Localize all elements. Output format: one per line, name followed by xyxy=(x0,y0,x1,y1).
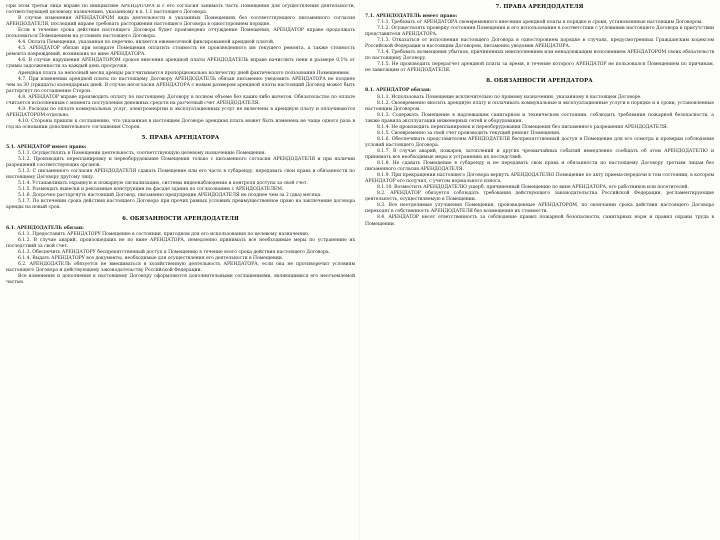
paragraph: Если в течение срока действия настоящего Договора будет произведено отчуждение Помещения, АРЕНДАТОР вправе продолжать пользоваться Помещением на условиях настоящего Договора. xyxy=(6,28,355,40)
paragraph: 7.1.3. Отказаться от исполнения настоящего Договора в одностороннем порядке в случаях, предусмотренных Гражданским кодексом Российской Федерации и настоящим Договором, письменно уведомив АРЕНДАТОРА. xyxy=(365,38,714,50)
paragraph: 7.1.5. Не производить перерасчет арендной платы за время, в течение которого АРЕНДАТОР не пользовался Помещением по причинам, не зависящим от АРЕНДОДАТЕЛЯ. xyxy=(365,62,714,74)
paragraph: 4.10. Стороны пришли к соглашению, что указанная в настоящем Договоре арендная плата может быть изменена не чаще одного раза в год на основании дополнительного соглашения Сторон. xyxy=(6,118,355,130)
paragraph: 4.7. При изменении арендной платы по настоящему Договору АРЕНДОДАТЕЛЬ обязан письменно уведомить АРЕНДАТОРА не позднее чем за 30 (тридцать) календарных дней. В случае несогласия АРЕНДАТОРА с новым размером арендной платы настоящий Договор может быть расторгнут по соглашению Сторон. xyxy=(6,76,355,94)
paragraph: 5.1.1. Осуществлять в Помещении деятельность, соответствующую целевому назначению Помещения. xyxy=(18,151,266,157)
right-column xyxy=(365,4,714,536)
paragraph: 4.4. Оплата Помещения, указанная по перечню, является ежемесячной фиксированной арендной платой. xyxy=(18,40,275,46)
paragraph: 4.6. В случае нарушения АРЕНДАТОРОМ сроков внесения арендной платы АРЕНДОДАТЕЛЬ вправе начислить пени в размере 0,1% от суммы задолженности за каждый день просрочки. xyxy=(6,58,355,70)
paragraph: 8.1.5. Своевременно за свой счет производить текущий ремонт Помещения. xyxy=(377,130,561,136)
paragraph: 8.1.4. Не производить перепланировок и переоборудования Помещения без письменного разрешения АРЕНДОДАТЕЛЯ. xyxy=(377,124,668,130)
paragraph: 8.1.1. Использовать Помещение исключительно по прямому назначению, указанному в настоящем Договоре. xyxy=(377,94,642,100)
paragraph: 8.1.9. При прекращении настоящего Договора вернуть АРЕНДОДАТЕЛЮ Помещение по акту приема-передачи в том состоянии, в котором АРЕНДАТОР его получил, с учетом нормального износа. xyxy=(365,173,714,185)
paragraph: Арендная плата за неполный месяц аренды рассчитывается пропорционально количеству дней фактического пользования Помещением. xyxy=(18,70,351,76)
paragraph: 7.1.4. Требовать возмещения убытков, причиненных неисполнением или ненадлежащим исполнением АРЕНДАТОРОМ своих обязательств по настоящему Договору. xyxy=(365,50,714,62)
column-gutter xyxy=(359,0,360,540)
paragraph: 5.1.6. Досрочно расторгнуть настоящий Договор, письменно предупредив АРЕНДОДАТЕЛЯ не позднее чем за 2 (два) месяца. xyxy=(18,193,322,199)
section-heading: 8. ОБЯЗАННОСТИ АРЕНДАТОРА xyxy=(486,78,593,85)
paragraph: 6.1.1. Предоставить АРЕНДАТОРУ Помещение в состоянии, пригодном для его использования по целевому назначению. xyxy=(18,231,310,237)
paragraph: 8.1.10. Возместить АРЕНДОДАТЕЛЮ ущерб, причиненный Помещению по вине АРЕНДАТОРА, его работников или посетителей. xyxy=(377,185,689,191)
paragraph: 4.5. АРЕНДАТОР обязан при возврате Помещения оплатить стоимость не произведенного им текущего ремонта, а также стоимость ремонта повреждений, возникших по вине АРЕНДАТОРА. xyxy=(6,46,355,58)
paragraph: 8.1.8. Не сдавать Помещение в субаренду и не передавать свои права и обязанности по настоящему Договору третьим лицам без письменного согласия АРЕНДОДАТЕЛЯ. xyxy=(365,161,714,173)
paragraph: Все изменения и дополнения к настоящему Договору оформляются дополнительными соглашениями, являющимися его неотъемлемой частью. xyxy=(6,273,355,285)
paragraph: 6.2. АРЕНДОДАТЕЛЬ обязуется не вмешиваться в хозяйственную деятельность АРЕНДАТОРА, если она не противоречит условиям настоящего Договора и действующему законодательству Российской Федерации. xyxy=(6,261,355,273)
left-column xyxy=(6,4,355,536)
paragraph: 5.1.5. Размещать вывески и рекламные конструкции на фасаде здания по согласованию с АРЕНДОДАТЕЛЕМ. xyxy=(18,187,284,193)
paragraph: 7.1.2. Осуществлять проверку состояния Помещения и его использования в соответствии с условиями настоящего Договора в присутствии представителя АРЕНДАТОРА. xyxy=(365,26,714,38)
paragraph: 5.1. АРЕНДАТОР имеет право: xyxy=(6,144,87,150)
paragraph: 8.2. АРЕНДАТОР обязуется соблюдать требования действующего законодательства Российской Федерации, регламентирующие деятельность, осуществляемую в Помещении. xyxy=(365,191,714,203)
section-heading: 5. ПРАВА АРЕНДАТОРА xyxy=(141,134,220,141)
paragraph: 8.1.7. В случае аварий, пожаров, затоплений и других чрезвычайных событий немедленно сообщать об этом АРЕНДОДАТЕЛЮ и принимать все необходимые меры к устранению их последствий. xyxy=(365,148,714,160)
paragraph: 5.1.3. С письменного согласия АРЕНДОДАТЕЛЯ сдавать Помещение или его часть в субаренду, передавать свои права и обязанности по настоящему Договору другому лицу. xyxy=(6,169,355,181)
paragraph: 5.1.4. Устанавливать охранную и пожарную сигнализацию, системы видеонаблюдения и контроля доступа за свой счет. xyxy=(18,181,308,187)
paragraph: 8.1.3. Содержать Помещение в надлежащем санитарном и техническом состоянии, соблюдать требования пожарной безопасности, а также правила эксплуатации инженерных сетей и оборудования. xyxy=(365,112,714,124)
paragraph: 4.9. Расходы по оплате коммунальных услуг, электроэнергии и эксплуатационных услуг не включены в арендную плату и оплачиваются АРЕНДАТОРОМ отдельно. xyxy=(6,106,355,118)
paragraph: При этом третьи лица вправе по инициативе АРЕНДАТОРА и с его согласия занимать часть Помещения для осуществления деятельности, соответствующей целевому назначению, указанному в п. 1.1 настоящего Договора. xyxy=(6,4,355,16)
paragraph: В случае изменения АРЕНДАТОРОМ вида деятельности в указанных Помещениях без соответствующего письменного согласия АРЕНДОДАТЕЛЯ, последний вправе требовать расторжения настоящего Договора в одностороннем порядке. xyxy=(6,16,355,28)
paragraph: 6.1.4. Выдать АРЕНДАТОРУ все документы, необходимые для осуществления его деятельности в Помещении. xyxy=(18,255,284,261)
section-heading: 6. ОБЯЗАННОСТИ АРЕНДОДАТЕЛЯ xyxy=(122,215,239,222)
paragraph: 8.1.2. Своевременно вносить арендную плату и оплачивать коммунальные и эксплуатационные услуги в порядке и в сроки, установленные настоящим Договором. xyxy=(365,100,714,112)
paragraph: 6.1. АРЕНДОДАТЕЛЬ обязан: xyxy=(6,225,84,231)
paragraph: 5.1.7. По истечении срока действия настоящего Договора при прочих равных условиях преимущественное право на заключение договора аренды на новый срок. xyxy=(6,199,355,211)
paragraph: 8.1. АРЕНДАТОР обязан: xyxy=(365,88,431,94)
paragraph: 7.1. АРЕНДОДАТЕЛЬ имеет право: xyxy=(365,14,458,19)
paragraph: 8.4. АРЕНДАТОР несет ответственность за соблюдение правил пожарной безопасности, санитарных норм и правил охраны труда в Помещении. xyxy=(365,215,714,227)
paragraph: 5.1.2. Производить перепланировку и переоборудование Помещения только с письменного согласия АРЕНДОДАТЕЛЯ и при наличии разрешений соответствующих органов. xyxy=(6,157,355,169)
paragraph: 8.1.6. Обеспечивать представителям АРЕНДОДАТЕЛЯ беспрепятственный доступ в Помещение для его осмотра и проверки соблюдения условий настоящего Договора. xyxy=(365,136,714,148)
paragraph: 8.3. Все неотделимые улучшения Помещения, произведенные АРЕНДАТОРОМ, по окончании срока действия настоящего Договора переходят в собственность АРЕНДОДАТЕЛЯ без возмещения их стоимости. xyxy=(365,203,714,215)
section-heading: 7. ПРАВА АРЕНДОДАТЕЛЯ xyxy=(495,4,584,10)
paragraph: 4.8. АРЕНДАТОР вправе производить оплату по настоящему Договору в полном объеме без каких-либо вычетов. Обязательство по оплате считается исполненным с момента поступления денежных средств на расчетный счет АРЕНДОДАТЕЛЯ. xyxy=(6,94,355,106)
paragraph: 7.1.1. Требовать от АРЕНДАТОРА своевременного внесения арендной платы в порядке и сроки, установленные настоящим Договором. xyxy=(377,20,703,26)
paragraph: 6.1.3. Обеспечить АРЕНДАТОРУ беспрепятственный доступ к Помещению в течение всего срока действия настоящего Договора. xyxy=(18,249,331,255)
paragraph: 6.1.2. В случае аварий, произошедших не по вине АРЕНДАТОРА, немедленно принимать все необходимые меры по устранению их последствий за свой счет. xyxy=(6,237,355,249)
